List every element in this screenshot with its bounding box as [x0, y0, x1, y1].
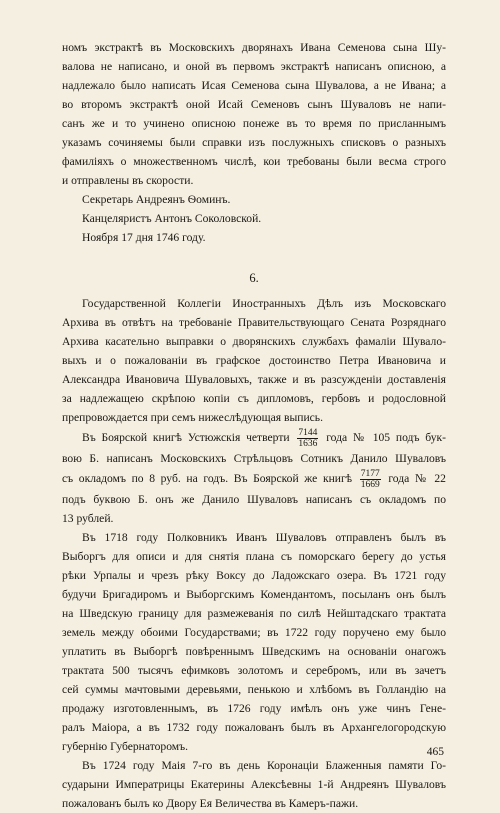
- text-line: Въ 1718 году Полковникъ Иванъ Шуваловъ отправленъ былъ въ: [82, 531, 446, 544]
- fraction-numerator: 7177: [360, 468, 380, 479]
- text-segment: съ окладомъ по 8 руб. на годъ. Въ Боярской же книгѣ: [62, 472, 353, 485]
- date-fraction: [297, 428, 318, 449]
- date-fraction: [360, 469, 381, 490]
- section-number: 6.: [249, 271, 259, 285]
- text-line: [62, 427, 446, 449]
- text-segment: года № 22: [388, 472, 446, 485]
- text-line: во второмъ экстрактѣ оной Исай Семеновъ сынъ Шуваловъ не напи-: [62, 98, 446, 111]
- text-line: санъ же и то учинено описною понеже въ то время по присланнымъ: [62, 117, 446, 130]
- text-line: Выборгъ для описи и для снятія плана съ поморскаго берегу до устья: [62, 550, 446, 563]
- text-line: сей суммы мачтовыми деревьями, пенькою и хлѣбомъ въ Голландію на: [62, 683, 446, 696]
- text-line: будучи Бригадиромъ и Выборгскимъ Комендантомъ, посыланъ онъ былъ: [62, 588, 446, 601]
- text-line: [62, 468, 446, 490]
- text-line: 13 рублей.: [62, 512, 114, 525]
- text-line: препровождается при семъ нижеслѣдующая выпись.: [62, 411, 323, 424]
- signature-block: [62, 190, 446, 247]
- paragraph-1718: [62, 528, 446, 756]
- text-line: уплатить въ Выборгѣ повѣреннымъ Шведскимъ на основаніи онагожъ: [62, 645, 446, 658]
- text-line: вою Б. написанъ Московскихъ Стрѣльцовъ Сотникъ Данило Шуваловъ: [62, 452, 446, 465]
- text-line: Государственной Коллегіи Иностранныхъ Дѣлъ изъ Московскаго: [82, 297, 446, 310]
- fraction-denominator: 1669: [360, 479, 380, 490]
- text-line: губернію Губернаторомъ.: [62, 740, 189, 753]
- text-line: надлежало было написать Исая Семенова сына Шувалова, а не Ивана; а: [62, 79, 446, 92]
- paragraph-1724: [62, 756, 446, 813]
- text-line: трактата 500 тысячъ ефимковъ золотомъ и серебромъ, или въ зачетъ: [62, 664, 446, 677]
- text-line: ралъ Маіора, а въ 1732 году пожалованъ былъ въ Архангелогородскую: [62, 721, 446, 734]
- text-line: подъ буквою Б. онъ же Данило Шуваловъ написанъ съ окладомъ по: [62, 493, 446, 506]
- text-line: на Шведскую границу для размежеванія по силѣ Нейштадскаго трактата: [62, 607, 446, 620]
- fraction-denominator: 1636: [298, 438, 318, 449]
- text-segment: года № 105 подъ бук-: [326, 431, 446, 444]
- text-line: продажу изготовленнымъ, въ 1726 году имѣлъ онъ уже чинъ Гене-: [62, 702, 446, 715]
- text-line: Архива касательно выправки о дворянскихъ службахъ фамаліи Шувалo-: [62, 335, 446, 348]
- text-line: пожалованъ былъ ко Двору Ея Величества въ Камеръ-пажи.: [62, 797, 359, 810]
- date-line: Ноября 17 дня 1746 году.: [82, 231, 206, 244]
- text-line: номъ экстрактѣ въ Московскихъ дворянахъ Ивана Семенова сына Шу-: [62, 41, 446, 54]
- text-line: указамъ сочиняемы были справки изъ послужныхъ списковъ о разныхъ: [62, 136, 446, 149]
- text-line: и отправлены въ скорости.: [62, 174, 194, 187]
- top-paragraph: [62, 38, 446, 190]
- text-line: выхъ и о пожалованіи въ графское достоинство Петра Ивановича и: [62, 354, 446, 367]
- text-line: рѣки Урпалы и чрезъ рѣку Воксу до Ладожскаго озера. Въ 1721 году: [62, 569, 446, 582]
- text-line: сударыни Императрицы Екатерины Алексѣевны 1-й Андреянъ Шуваловъ: [62, 778, 446, 791]
- fraction-numerator: 7144: [298, 427, 318, 438]
- page-number: 465: [426, 746, 444, 758]
- text-line: Въ 1724 году Маія 7-го въ день Коронаціи Блаженныя памяти Го-: [82, 759, 446, 772]
- text-line: валова не написано, и оной въ первомъ экстрактѣ написанъ описною, а: [62, 60, 446, 73]
- text-line: земель между обоими Государствами; въ 1722 году поручено ему было: [62, 626, 446, 639]
- signature-line: Канцеляристъ Антонъ Соколовской.: [82, 212, 262, 225]
- text-line: фамиліяхъ о множественномъ числѣ, кои требованы были весма строго: [62, 155, 446, 168]
- text-line: Архива въ отвѣтъ на требованіе Правительствующаго Сената Розряднаго: [62, 316, 446, 329]
- boyar-book-paragraph: [62, 427, 446, 528]
- text-segment: Въ Боярской книгѣ Устюжскія четверти: [82, 431, 290, 444]
- section-intro: [62, 294, 446, 427]
- text-line: Александра Ивановича Шуваловыхъ, также и въ разсужденіи доставленія: [62, 373, 446, 386]
- text-line: за надлежащею скрѣпою копіи съ дипломовъ, гербовъ и родословной: [62, 392, 446, 405]
- signature-line: Секретарь Андреянъ Ѳоминъ.: [82, 193, 231, 206]
